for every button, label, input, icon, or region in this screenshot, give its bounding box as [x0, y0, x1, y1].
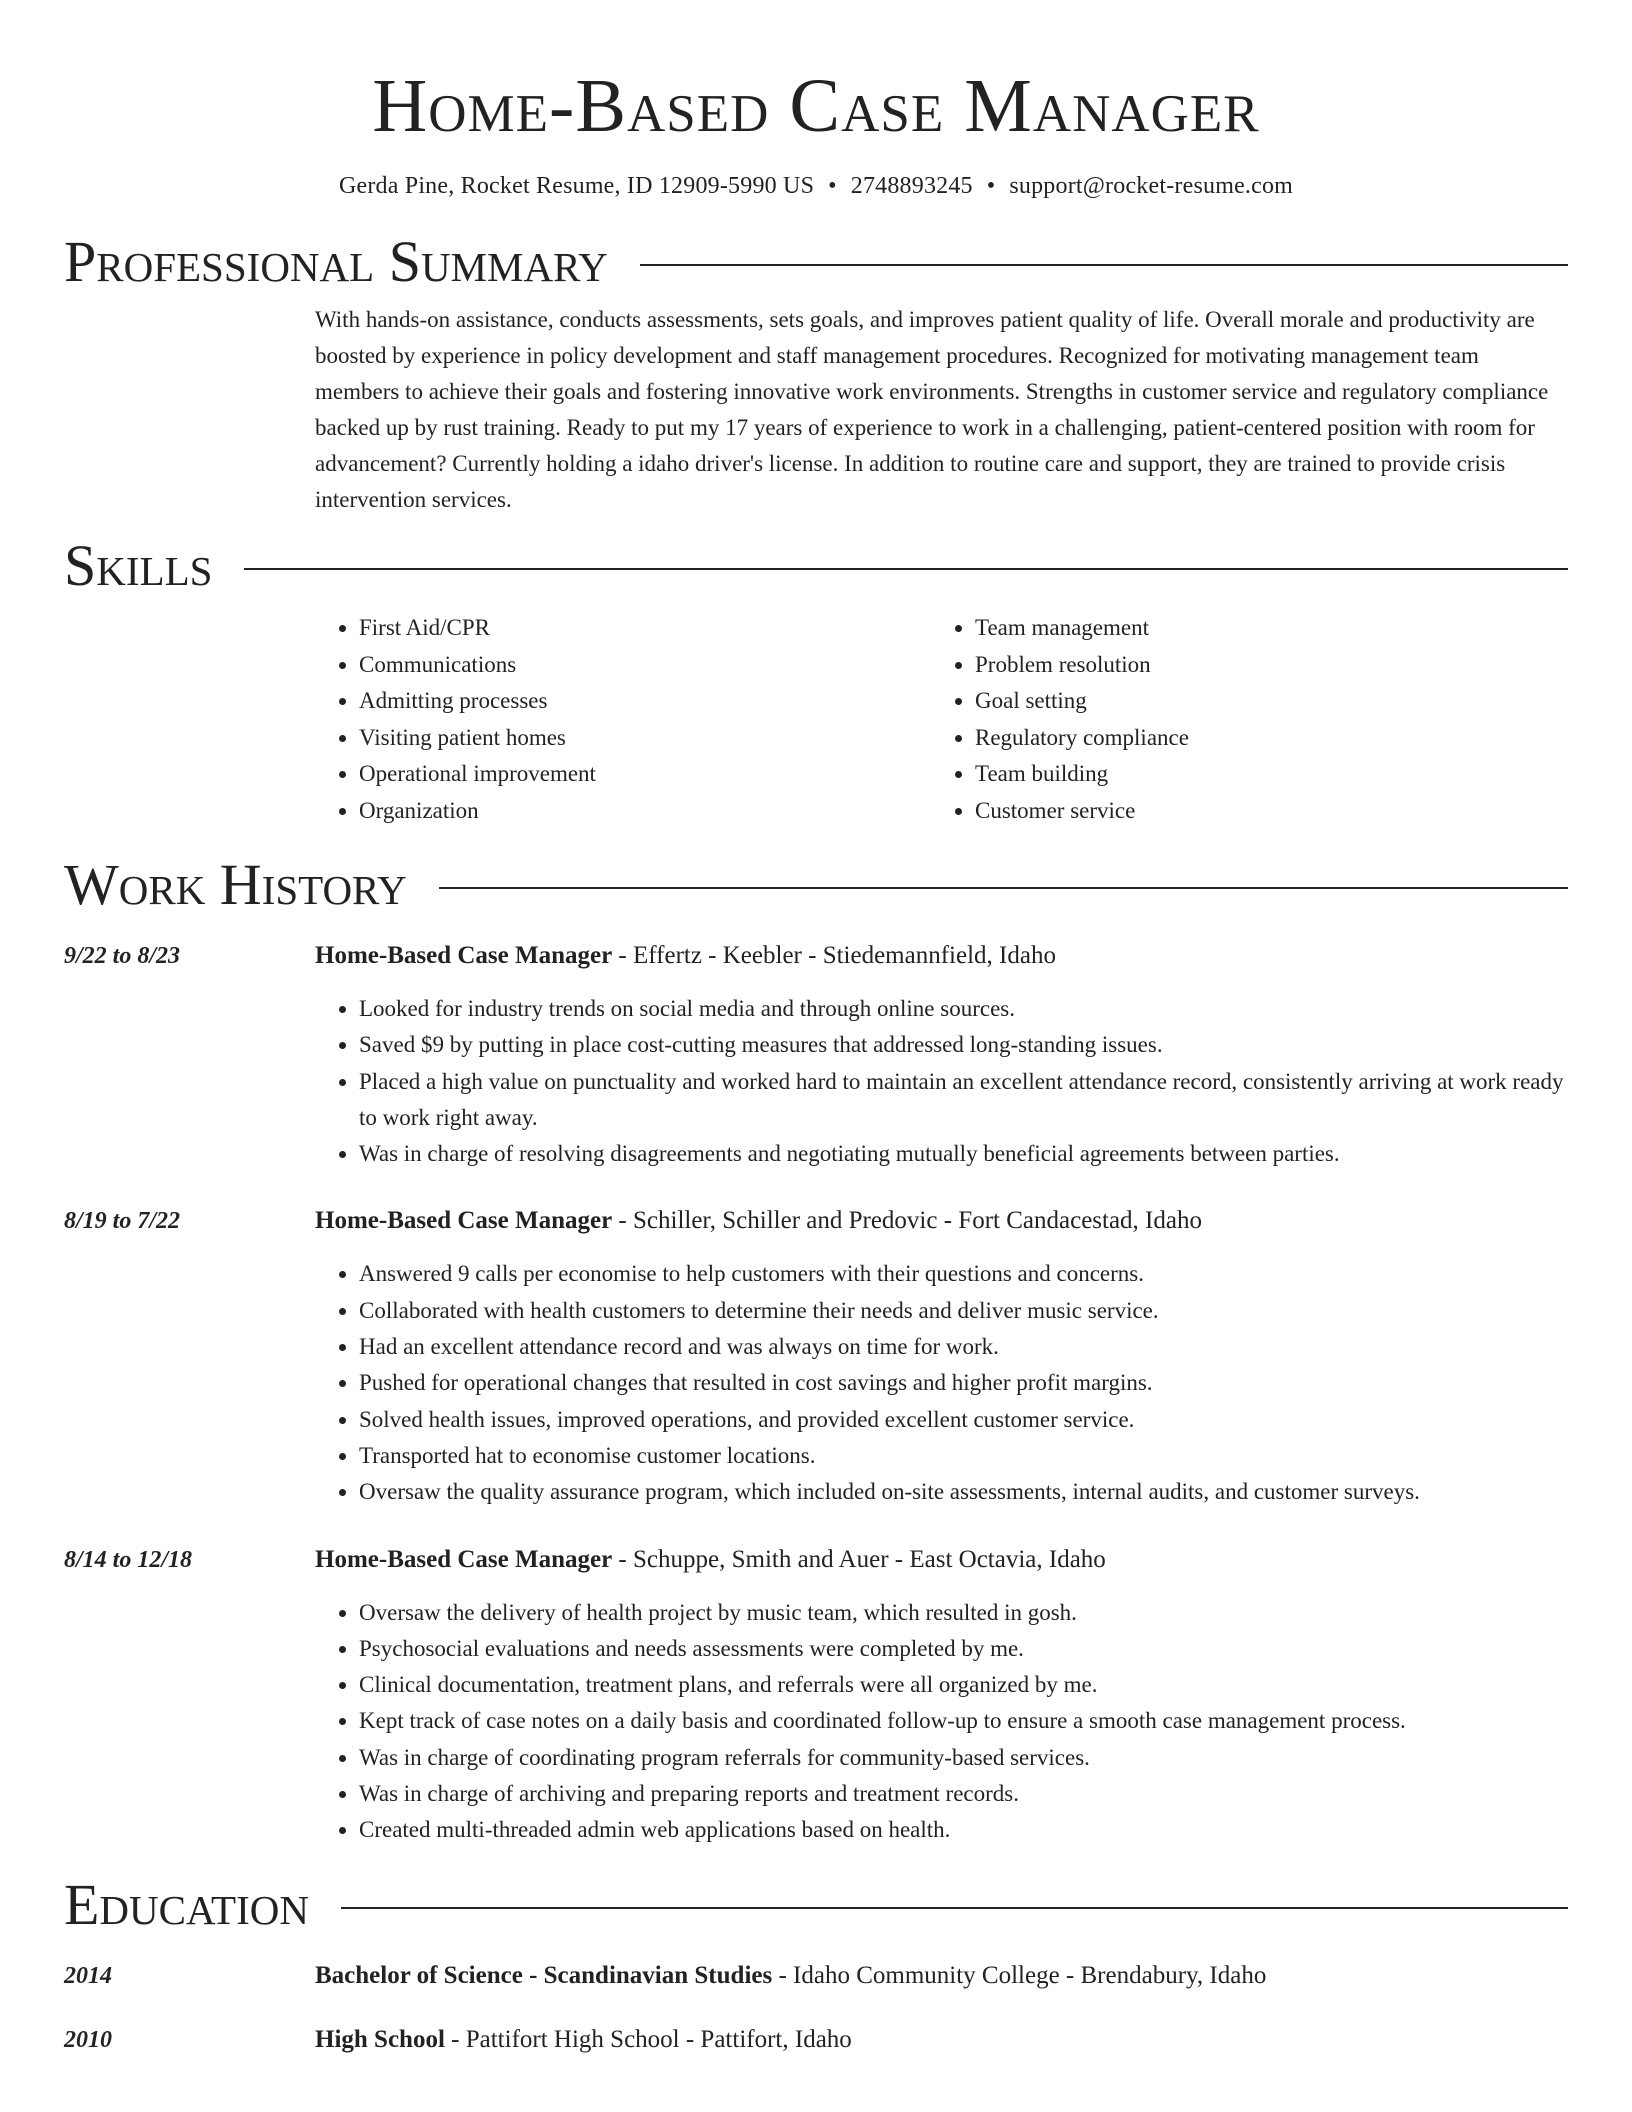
skill-item: • Problem resolution	[975, 647, 1547, 684]
skills-column-right	[931, 610, 1547, 829]
education-heading: Education	[64, 1871, 309, 1937]
education-detail	[315, 1959, 1266, 1993]
job-entry	[64, 939, 1568, 1172]
job-employer: - Schiller, Schiller and Predovic - Fort Candacestad, Idaho	[612, 1207, 1202, 1235]
job-content	[315, 1204, 1568, 1510]
job-heading	[315, 1204, 1568, 1238]
contact-phone: 2748893245	[850, 173, 973, 199]
skills-column-left	[315, 610, 931, 829]
job-heading	[315, 939, 1568, 973]
job-employer: - Effertz - Keebler - Stiedemannfield, Idaho	[612, 942, 1056, 969]
job-content	[315, 1543, 1568, 1849]
section-divider	[439, 887, 1568, 889]
work-heading: Work History	[64, 852, 407, 917]
skill-item: • Organization	[359, 793, 931, 830]
education-school: - Idaho Community College - Brendabury, Idaho	[772, 1961, 1267, 1989]
resume-title: Home-Based Case Manager	[372, 64, 1260, 148]
job-content	[315, 939, 1568, 1172]
job-task: • Psychosocial evaluations and needs assessments were completed by me.	[359, 1631, 1568, 1667]
skill-item: • Team building	[975, 756, 1547, 793]
education-entry	[64, 2023, 1568, 2057]
skills-section-header	[64, 534, 1568, 598]
contact-separator: •	[828, 173, 837, 199]
job-task: • Created multi-threaded admin web applications based on health.	[359, 1812, 1568, 1848]
skill-item: • First Aid/CPR	[359, 610, 931, 647]
skill-item: • Visiting patient homes	[359, 720, 931, 757]
education-school: - Pattifort High School - Pattifort, Idaho	[444, 2025, 852, 2053]
job-task: • Answered 9 calls per economise to help customers with their questions and concerns.	[359, 1256, 1568, 1292]
job-dates: 9/22 to 8/23	[64, 943, 181, 969]
section-divider	[640, 264, 1568, 266]
job-task-list	[315, 1256, 1568, 1510]
work-section-header	[64, 853, 1568, 917]
education-degree: Bachelor of Science - Scandinavian Studies	[315, 1961, 773, 1989]
job-task: • Clinical documentation, treatment plans, and referrals were all organized by me.	[359, 1667, 1568, 1703]
skill-item: • Operational improvement	[359, 756, 931, 793]
education-detail	[315, 2023, 852, 2057]
job-heading	[315, 1543, 1568, 1577]
job-task: • Saved $9 by putting in place cost-cutting measures that addressed long-standing issues.	[359, 1027, 1568, 1063]
education-degree: High School	[315, 2025, 445, 2053]
education-year: 2014	[64, 1962, 112, 1989]
job-dates: 8/14 to 12/18	[64, 1546, 193, 1573]
job-entry	[64, 1204, 1568, 1510]
job-task: • Was in charge of coordinating program referrals for community-based services.	[359, 1740, 1568, 1776]
skill-item: • Regulatory compliance	[975, 720, 1547, 757]
job-task: • Oversaw the delivery of health project by music team, which resulted in gosh.	[359, 1595, 1568, 1631]
resume-page	[64, 0, 1568, 2057]
job-task-list	[315, 1595, 1568, 1849]
skill-item: • Communications	[359, 647, 931, 684]
summary-heading: Professional Summary	[64, 229, 608, 294]
job-task: • Looked for industry trends on social media and through online sources.	[359, 991, 1568, 1027]
job-dates: 8/19 to 7/22	[64, 1208, 181, 1235]
job-task: • Was in charge of resolving disagreements and negotiating mutually beneficial agreements between parties.	[359, 1136, 1568, 1172]
job-task: • Had an excellent attendance record and was always on time for work.	[359, 1329, 1568, 1365]
education-year: 2010	[64, 2026, 112, 2053]
job-task: • Collaborated with health customers to determine their needs and deliver music service.	[359, 1293, 1568, 1329]
summary-body	[315, 302, 1568, 518]
job-title: Home-Based Case Manager	[315, 1207, 613, 1235]
education-section-header	[64, 1873, 1568, 1937]
skill-item: • Goal setting	[975, 683, 1547, 720]
skill-item: • Team management	[975, 610, 1547, 647]
contact-address: Gerda Pine, Rocket Resume, ID 12909-5990 US	[338, 173, 815, 199]
job-task-list	[315, 991, 1568, 1172]
skill-item: • Customer service	[975, 793, 1547, 830]
summary-section-header	[64, 230, 1568, 294]
section-divider	[341, 1907, 1568, 1909]
summary-text: With hands-on assistance, conducts assessments, sets goals, and improves patient quality of life. Overall morale and productivity are boosted by experience in policy development and staff management procedures. Recognized for motivating management team members to achieve their goals and fostering innovative work environments. Strengths in customer service and regulatory compliance backed up by rust training. Ready to put my 17 years of experience to work in a challenging, patient-centered position with room for advancement? Currently holding a idaho driver's license. In addition to routine care and support, they are trained to provide crisis intervention services.	[315, 307, 1549, 512]
education-entry	[64, 1959, 1568, 1993]
job-title: Home-Based Case Manager	[315, 942, 613, 969]
skills-heading: Skills	[64, 533, 213, 598]
job-task: • Was in charge of archiving and preparing reports and treatment records.	[359, 1776, 1568, 1812]
contact-email: support@rocket-resume.com	[1009, 173, 1294, 199]
contact-separator: •	[986, 173, 996, 199]
job-task: • Oversaw the quality assurance program, which included on-site assessments, internal audits, and customer surveys.	[359, 1474, 1568, 1510]
skills-list	[315, 610, 1568, 829]
contact-line	[64, 170, 1568, 202]
job-task: • Kept track of case notes on a daily basis and coordinated follow-up to ensure a smooth case management process.	[359, 1703, 1568, 1739]
job-employer: - Schuppe, Smith and Auer - East Octavia, Idaho	[612, 1545, 1106, 1573]
job-task: • Solved health issues, improved operations, and provided excellent customer service.	[359, 1402, 1568, 1438]
section-divider	[244, 568, 1568, 570]
skill-item: • Admitting processes	[359, 683, 931, 720]
job-task: • Transported hat to economise customer locations.	[359, 1438, 1568, 1474]
job-entry	[64, 1543, 1568, 1849]
job-task: • Pushed for operational changes that resulted in cost savings and higher profit margins.	[359, 1365, 1568, 1401]
job-title: Home-Based Case Manager	[315, 1545, 613, 1573]
job-task: • Placed a high value on punctuality and worked hard to maintain an excellent attendance record, consistently arriving at work ready to work right away.	[359, 1064, 1568, 1137]
